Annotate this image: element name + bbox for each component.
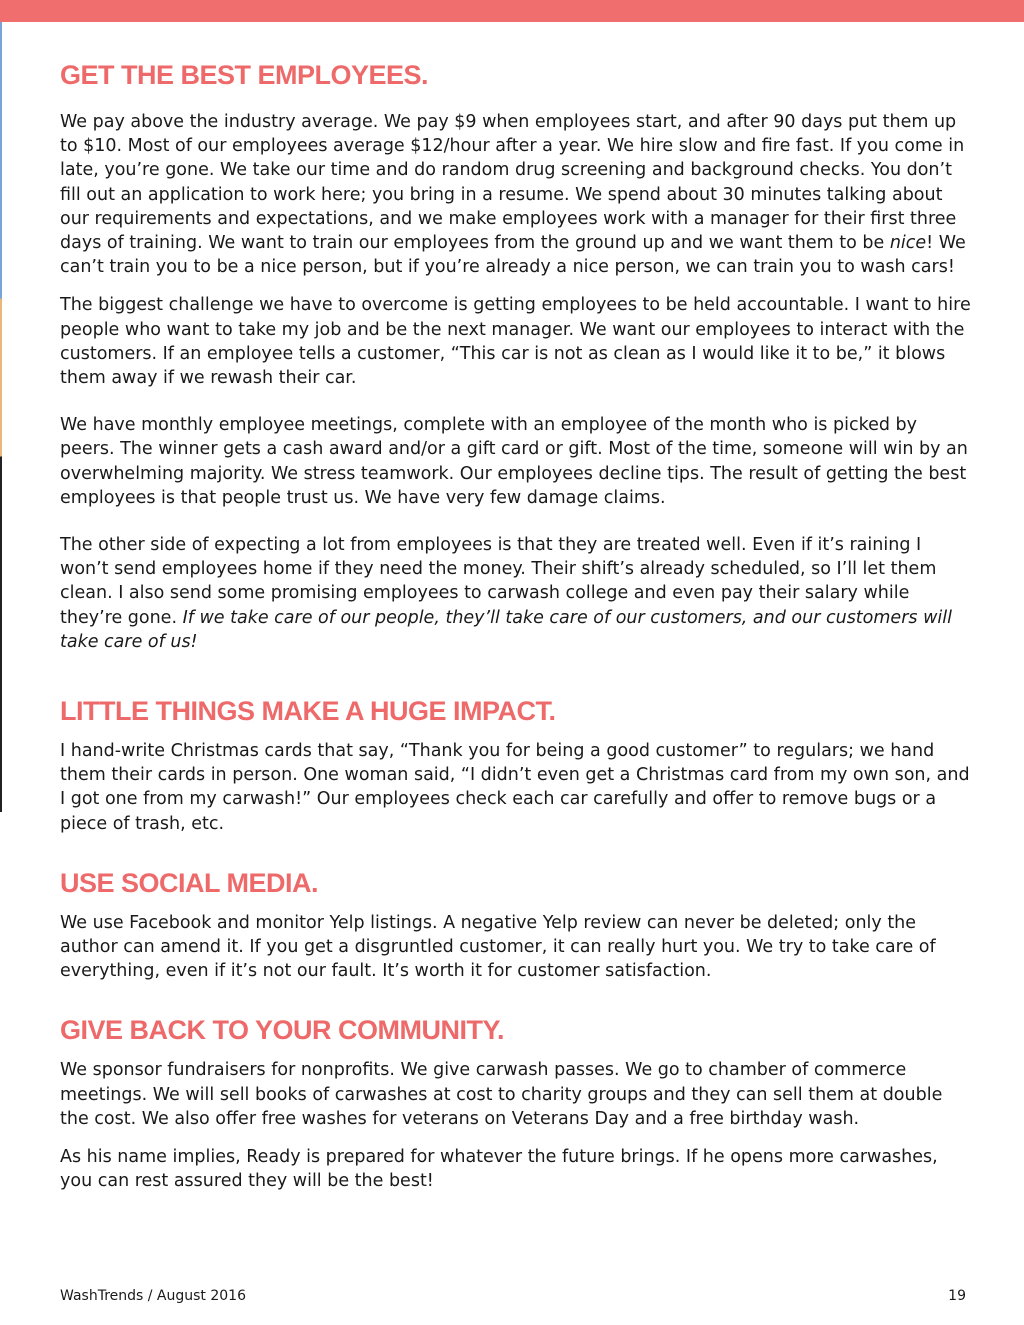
paragraph: As his name implies, Ready is prepared for whatever the future brings. If he opens more carwashes, you can rest assured they will be the best!	[60, 1147, 938, 1192]
section-heading-community: GIVE BACK TO YOUR COMMUNITY.	[60, 1015, 505, 1046]
footer-publication: WashTrends / August 2016	[60, 1288, 246, 1304]
section-heading-little-things: LITTLE THINGS MAKE A HUGE IMPACT.	[60, 696, 556, 727]
paragraph: The other side of expecting a lot from employees is that they are treated well. Even if it’s raining I won’t send employees home if they need the money. Their shift’s already scheduled, so I’ll let them clean. I also send some promising employees to carwash college and even pay their salary while they’re gone. If we take care of our people, they’ll take care of our customers, and our customers will take care of us!	[60, 535, 952, 652]
paragraph: We pay above the industry average. We pay $9 when employees start, and after 90 days put them up to $10. Most of our employees average $12/hour after a year. We hire slow and fire fast. If you come in late, you’re gone. We take our time and do random drug screening and background checks. You don’t fill out an application to work here; you bring in a resume. We spend about 30 minutes talking about our requirements and expectations, and we make employees work with a manager for their first three days of training. We want to train our employees from the ground up and we want them to be nice! We can’t train you to be a nice person, but if you’re already a nice person, we can train you to wash cars!	[60, 112, 966, 278]
section-heading-best-employees: GET THE BEST EMPLOYEES.	[60, 60, 429, 90]
paragraph: The biggest challenge we have to overcome is getting employees to be held accountable. I want to hire people who want to take my job and be the next manager. We want our employees to interact with the customers. If an employee tells a customer, “This car is not as clean as I would like it to be,” it blows them away if we rewash their car.	[60, 295, 971, 389]
page-number: 19	[948, 1288, 966, 1304]
paragraph: I hand-write Christmas cards that say, “Thank you for being a good customer” to regulars; we hand them their cards in person. One woman said, “I didn’t even get a Christmas card from my own son, and I got one from my carwash!” Our employees check each car carefully and offer to remove bugs or a piece of trash, etc.	[60, 741, 970, 834]
paragraph: We sponsor fundraisers for nonprofits. We give carwash passes. We go to chamber of commerce meetings. We will sell books of carwashes at cost to charity groups and they can sell them at double the cost. We also offer free washes for veterans on Veterans Day and a free birthday wash.	[60, 1060, 943, 1129]
top-accent-bar	[0, 0, 1024, 22]
article-body	[60, 58, 975, 1194]
paragraph: We use Facebook and monitor Yelp listings. A negative Yelp review can never be deleted; only the author can amend it. If you get a disgruntled customer, it can really hurt you. We try to take care of everything, even if it’s not our fault. It’s worth it for customer satisfaction.	[60, 912, 936, 982]
section-heading-social-media: USE SOCIAL MEDIA.	[60, 867, 319, 898]
paragraph: We have monthly employee meetings, complete with an employee of the month who is picked by peers. The winner gets a cash award and/or a gift card or gift. Most of the time, someone will win by an overwhelming majority. We stress teamwork. Our employees decline tips. The result of getting the best employees is that people trust us. We have very few damage claims.	[60, 415, 968, 508]
left-edge-strip	[0, 22, 2, 812]
